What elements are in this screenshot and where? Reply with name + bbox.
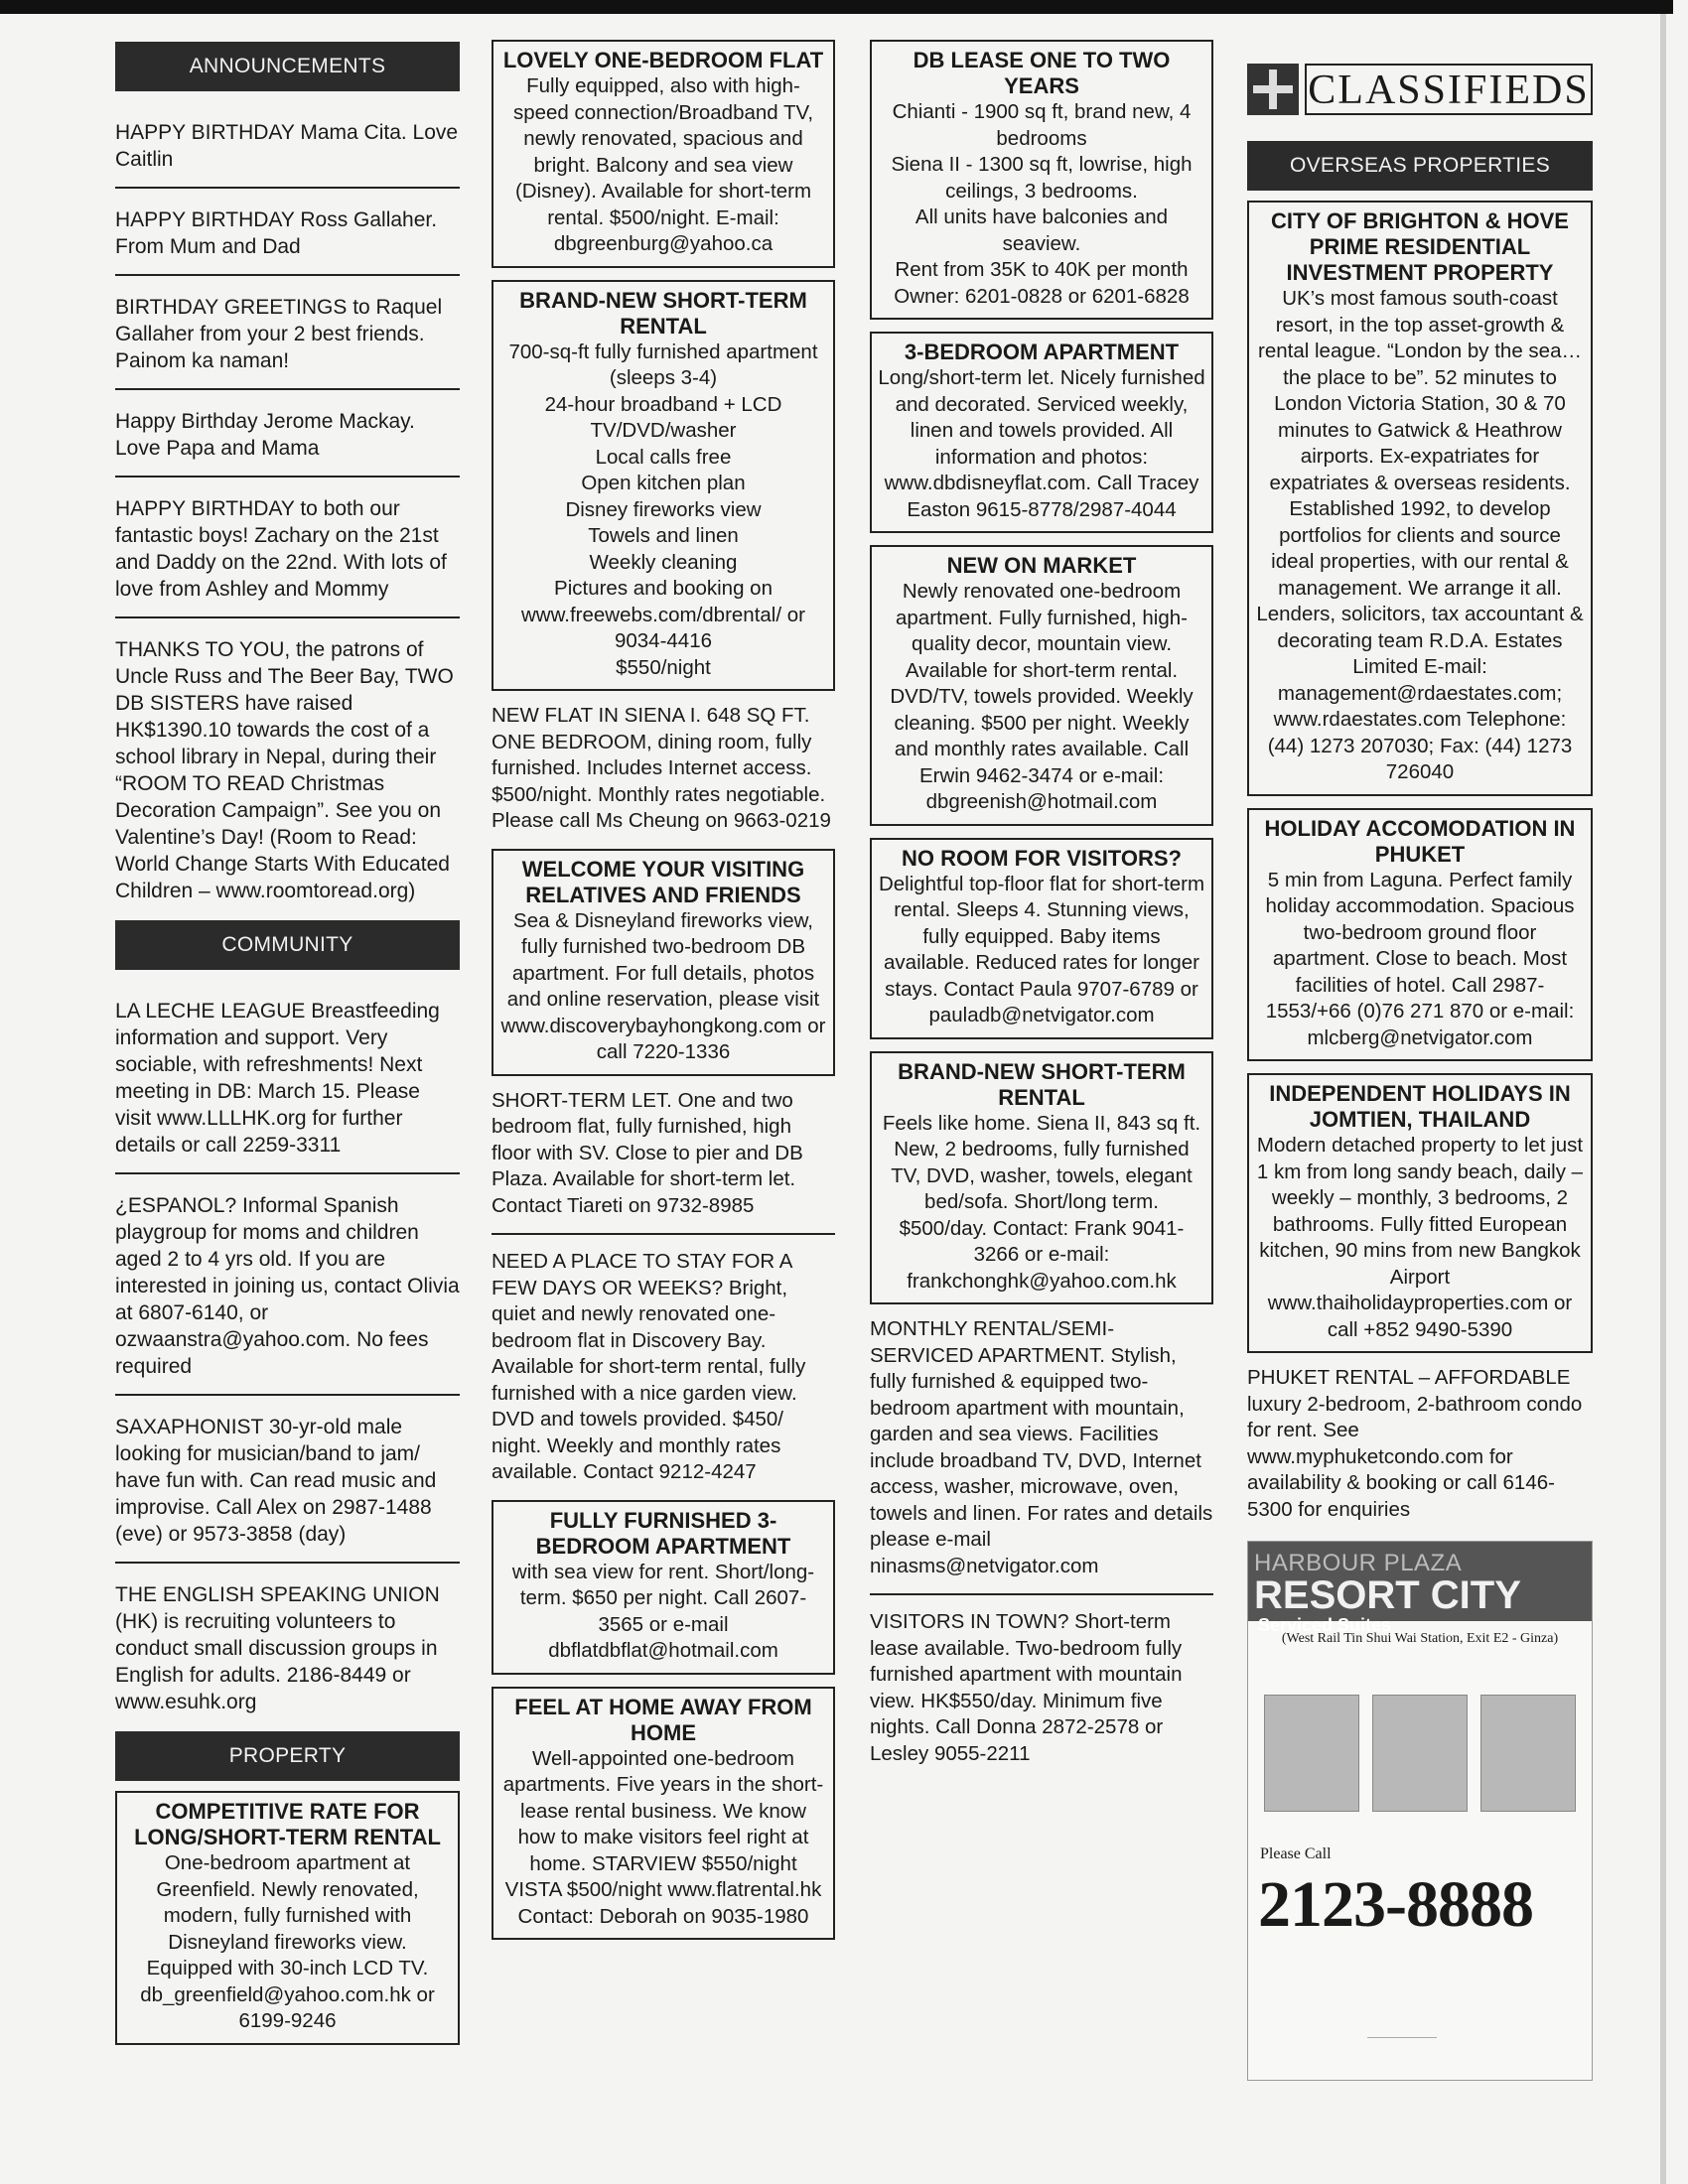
announcement-item: HAPPY BIRTHDAY Ross Gallaher. From Mum and Dad [115,189,460,276]
classified-line: All units have balconies and seaview. [914,205,1169,255]
announcements-header: ANNOUNCEMENTS [115,42,460,91]
classified-line: Local calls free [595,445,732,469]
announcement-item: Happy Birthday Jerome Mackay. Love Papa and Mama [115,390,460,478]
classified-plain: PHUKET RENTAL – AFFORDABLE luxury 2-bedroom, 2-bathroom condo for rent. See www.myphuketcondo.com for availability & booking or call 6146-5300 for enquiries [1247,1366,1583,1521]
page-top-border [0,0,1673,14]
classified-box [1247,808,1593,1062]
classified-box [492,849,835,1076]
advert-banner [1248,1542,1592,1635]
classified-title: LOVELY ONE-BEDROOM FLAT [502,48,824,72]
classified-title: CITY OF BRIGHTON & HOVE PRIME RESIDENTIAL INVESTMENT PROPERTY [1271,208,1569,285]
announcement-item: THANKS TO YOU, the patrons of Uncle Russ and The Beer Bay, TWO DB SISTERS have raised HK$1390.10 towards the cost of a school library in Nepal, during their “ROOM TO READ Christmas Decoration Campaign”. See you on Valentine’s Day! (Room to Read: World Change Starts With Educated Children – www.roomtoread.org) [115,638,454,902]
classified-plain: SHORT-TERM LET. One and two bedroom flat, fully furnished, high floor with SV. Close to pier and DB Plaza. Available for short-term let. Contact Tiareti on 9732-8985 [492,1088,835,1236]
classified-body: Well-appointed one-bedroom apartments. Five years in the short-lease rental business. We know how to make visitors feel right at home. STARVIEW $550/night VISTA $500/night www.flatrental.hk Contact: Deborah on 9035-1980 [502,1746,824,1928]
community-item: LA LECHE LEAGUE Breastfeeding information and support. Very sociable, with refreshments! Next meeting in DB: March 15. Please visit www.LLLHK.org for further details or call 2259-3311 [115,980,460,1174]
classified-title: BRAND-NEW SHORT-TERM RENTAL [898,1058,1186,1110]
classified-box [1247,1073,1593,1353]
overseas-properties-header: OVERSEAS PROPERTIES [1247,141,1593,191]
announcement-item: HAPPY BIRTHDAY Mama Cita. Love Caitlin [115,101,460,189]
plus-icon [1247,64,1299,115]
community-item: THE ENGLISH SPEAKING UNION (HK) is recruiting volunteers to conduct small discussion groups in English for adults. 2186-8449 or www.esuhk.org [115,1583,440,1713]
classified-line: Rent from 35K to 40K per month [895,258,1189,281]
classified-title: COMPETITIVE RATE FOR LONG/SHORT-TERM RENTAL [134,1799,441,1849]
classified-box [870,545,1213,826]
page-right-edge [1660,14,1666,2184]
advert-photo [1264,1695,1359,1812]
classified-plain: MONTHLY RENTAL/SEMI-SERVICED APARTMENT. Stylish, fully furnished & equipped two-bedroom apartment with mountain, garden and sea views. Facilities include broadband TV, DVD, Internet access, washer, microwave, oven, towels and linen. For rates and details please e-mail ninasms@netvigator.com [870,1316,1213,1595]
advert-photo [1480,1695,1576,1812]
community-item: SAXAPHONIST 30-yr-old male looking for musician/band to jam/ have fun with. Can read music and improvise. Call Alex on 2987-1488 (eve) or 9573-3858 (day) [115,1396,460,1564]
classified-box [492,280,835,692]
advert-brand-line2: RESORT CITY [1254,1573,1521,1617]
column-4 [1247,40,1593,2174]
advert-brand-line3: Serviced Suites [1258,1615,1392,1635]
property-header: PROPERTY [115,1731,460,1781]
harbour-plaza-advert [1247,1541,1593,2081]
classifieds-logo [1247,62,1593,117]
classified-body: Newly renovated one-bedroom apartment. Fully furnished, high-quality decor, mountain view. Available for short-term rental. DVD/TV, towels provided. Weekly cleaning. $500 per night. Weekly and monthly rates available. Call Erwin 9462-3474 or e-mail: dbgreenish@hotmail.com [890,580,1194,813]
column-3 [870,40,1213,2174]
classified-box [492,1687,835,1941]
classified-title: NEW ON MARKET [946,553,1137,578]
classified-line: Open kitchen plan [581,472,746,494]
classified-plain: NEW FLAT IN SIENA I. 648 SQ FT. ONE BEDROOM, dining room, fully furnished. Includes Internet access. $500/night. Monthly rates negotiable. Please call Ms Cheung on 9663-0219 [492,704,831,832]
classified-body: 5 min from Laguna. Perfect family holiday accommodation. Spacious two-bedroom ground floor apartment. Close to beach. Most facilities of hotel. Call 2987-1553/+66 (0)76 271 870 or e-mail: mlcberg@netvigator.com [1265,868,1575,1049]
classified-line: Owner: 6201-0828 or 6201-6828 [894,284,1190,308]
classified-body: Sea & Disneyland fireworks view, fully furnished two-bedroom DB apartment. For full details, photos and online reservation, please visit www.discoverybayhongkong.com or call 7220-1336 [500,908,826,1063]
classified-line: Towels and linen [588,524,739,547]
advert-location: (West Rail Tin Shui Wai Station, Exit E2 - Ginza) [1281,1631,1559,1646]
classified-body: Feels like home. Siena II, 843 sq ft. New, 2 bedrooms, fully furnished TV, DVD, washer, towels, elegant bed/sofa. Short/long term. $500/day. Contact: Frank 9041-3266 or e-mail: frankchonghk@yahoo.com.hk [882,1111,1201,1293]
classified-line: Weekly cleaning [589,550,738,574]
column-1 [115,40,460,2174]
classified-box [870,40,1213,320]
classified-box [870,1051,1213,1305]
classified-box [492,1500,835,1675]
classified-body: Delightful top-floor flat for short-term rental. Sleeps 4. Stunning views, fully equipped. Baby items available. Reduced rates for longer stays. Contact Paula 9707-6789 or pauladb@netvigator.com [878,872,1205,1026]
advert-phone: 2123-8888 [1258,1868,1533,1941]
advert-photo [1372,1695,1468,1812]
community-header: COMMUNITY [115,920,460,970]
classified-title: 3-BEDROOM APARTMENT [904,340,1180,364]
classified-body: One-bedroom apartment at Greenfield. Newly renovated, modern, fully furnished with Disneyland fireworks view. Equipped with 30-inch LCD TV. db_greenfield@yahoo.com.hk or 6199-9246 [140,1851,435,2032]
classified-plain: NEED A PLACE TO STAY FOR A FEW DAYS OR WEEKS? Bright, quiet and newly renovated one-bedroom flat in Discovery Bay. Available for short-term rental, fully furnished with a nice garden view. DVD and towels provided. $450/ night. Weekly and monthly rates available. Contact 9212-4247 [492,1250,806,1483]
classified-line: Disney fireworks view [565,497,762,521]
classified-title: FEEL AT HOME AWAY FROM HOME [514,1694,812,1745]
advert-please-call: Please Call [1260,1845,1332,1862]
classified-title: DB LEASE ONE TO TWO YEARS [913,48,1171,98]
classified-line: Siena II - 1300 sq ft, lowrise, high ceilings, 3 bedrooms. [891,153,1193,203]
classified-title: BRAND-NEW SHORT-TERM RENTAL [519,287,807,339]
classified-plain: VISITORS IN TOWN? Short-term lease available. Two-bedroom fully furnished apartment with mountain view. HK$550/day. Minimum five nights. Call Donna 2872-2578 or Lesley 9055-2211 [870,1610,1183,1765]
classified-line: 24-hour broadband + LCD TV/DVD/washer [544,392,782,442]
classified-box [492,40,835,268]
classified-title: HOLIDAY ACCOMODATION IN PHUKET [1264,815,1576,867]
classified-line: 700-sq-ft fully furnished apartment (sleeps 3-4) [508,340,818,389]
classified-title: WELCOME YOUR VISITING RELATIVES AND FRIENDS [521,856,805,907]
classified-box [1247,201,1593,796]
classified-body: Long/short-term let. Nicely furnished and decorated. Serviced weekly, linen and towels provided. All information and photos: www.dbdisneyflat.com. Call Tracey Easton 9615-8778/2987-4044 [878,366,1205,521]
advert-photos [1258,1695,1582,1812]
classified-body: with sea view for rent. Short/long-term. $650 per night. Call 2607-3565 or e-mail dbflatdbflat@hotmail.com [511,1560,815,1662]
classified-line: Pictures and booking on www.freewebs.com/dbrental/ or 9034-4416 [521,577,805,652]
advert-footer-logo [1367,2037,1437,2068]
classified-body: Modern detached property to let just 1 km from long sandy beach, daily – weekly – monthly, 3 bedrooms, 2 bathrooms. Fully fitted European kitchen, 90 mins from new Bangkok Airport www.thaiholidayproperties.com or call +852 9490-5390 [1256,1134,1584,1341]
classified-title: FULLY FURNISHED 3-BEDROOM APARTMENT [535,1507,791,1559]
classified-box [870,838,1213,1039]
classifieds-wordmark: CLASSIFIEDS [1305,64,1593,115]
column-2 [492,40,835,2174]
community-item: ¿ESPANOL? Informal Spanish playgroup for moms and children aged 2 to 4 yrs old. If you are interested in joining us, contact Olivia at 6807-6140, or ozwaanstra@yahoo.com. No fees required [115,1174,460,1396]
classified-line: $550/night [616,655,711,679]
announcement-item: HAPPY BIRTHDAY to both our fantastic boys! Zachary on the 21st and Daddy on the 22nd. With lots of love from Ashley and Mommy [115,478,460,618]
classified-title: INDEPENDENT HOLIDAYS IN JOMTIEN, THAILAND [1269,1081,1571,1132]
classified-body: UK’s most famous south-coast resort, in the top asset-growth & rental league. “London by the sea… the place to be”. 52 minutes to London Victoria Station, 30 & 70 minutes to Gatwick & Heathrow airports. Ex-expatriates for expatriates & overseas residents. Established 1992, to develop portfolios for clients and source ideal properties, with our rental & management. We arrange it all. Lenders, solicitors, tax accountant & decorating team R.D.A. Estates Limited E-mail: management@rdaestates.com; www.rdaestates.com Telephone: (44) 1273 207030; Fax: (44) 1273 726040 [1256,287,1584,783]
classified-title: NO ROOM FOR VISITORS? [902,845,1182,871]
classified-line: Chianti - 1900 sq ft, brand new, 4 bedrooms [892,100,1192,150]
announcement-item: BIRTHDAY GREETINGS to Raquel Gallaher from your 2 best friends. Painom ka naman! [115,276,460,390]
classified-box [870,332,1213,533]
classified-box [115,1791,460,2045]
advert-brand-line1: HARBOUR PLAZA [1254,1550,1463,1576]
classified-body: Fully equipped, also with high-speed connection/Broadband TV, newly renovated, spacious and bright. Balcony and sea view (Disney). Available for short-term rental. $500/night. E-mail: dbgreenburg@yahoo.ca [512,74,814,255]
